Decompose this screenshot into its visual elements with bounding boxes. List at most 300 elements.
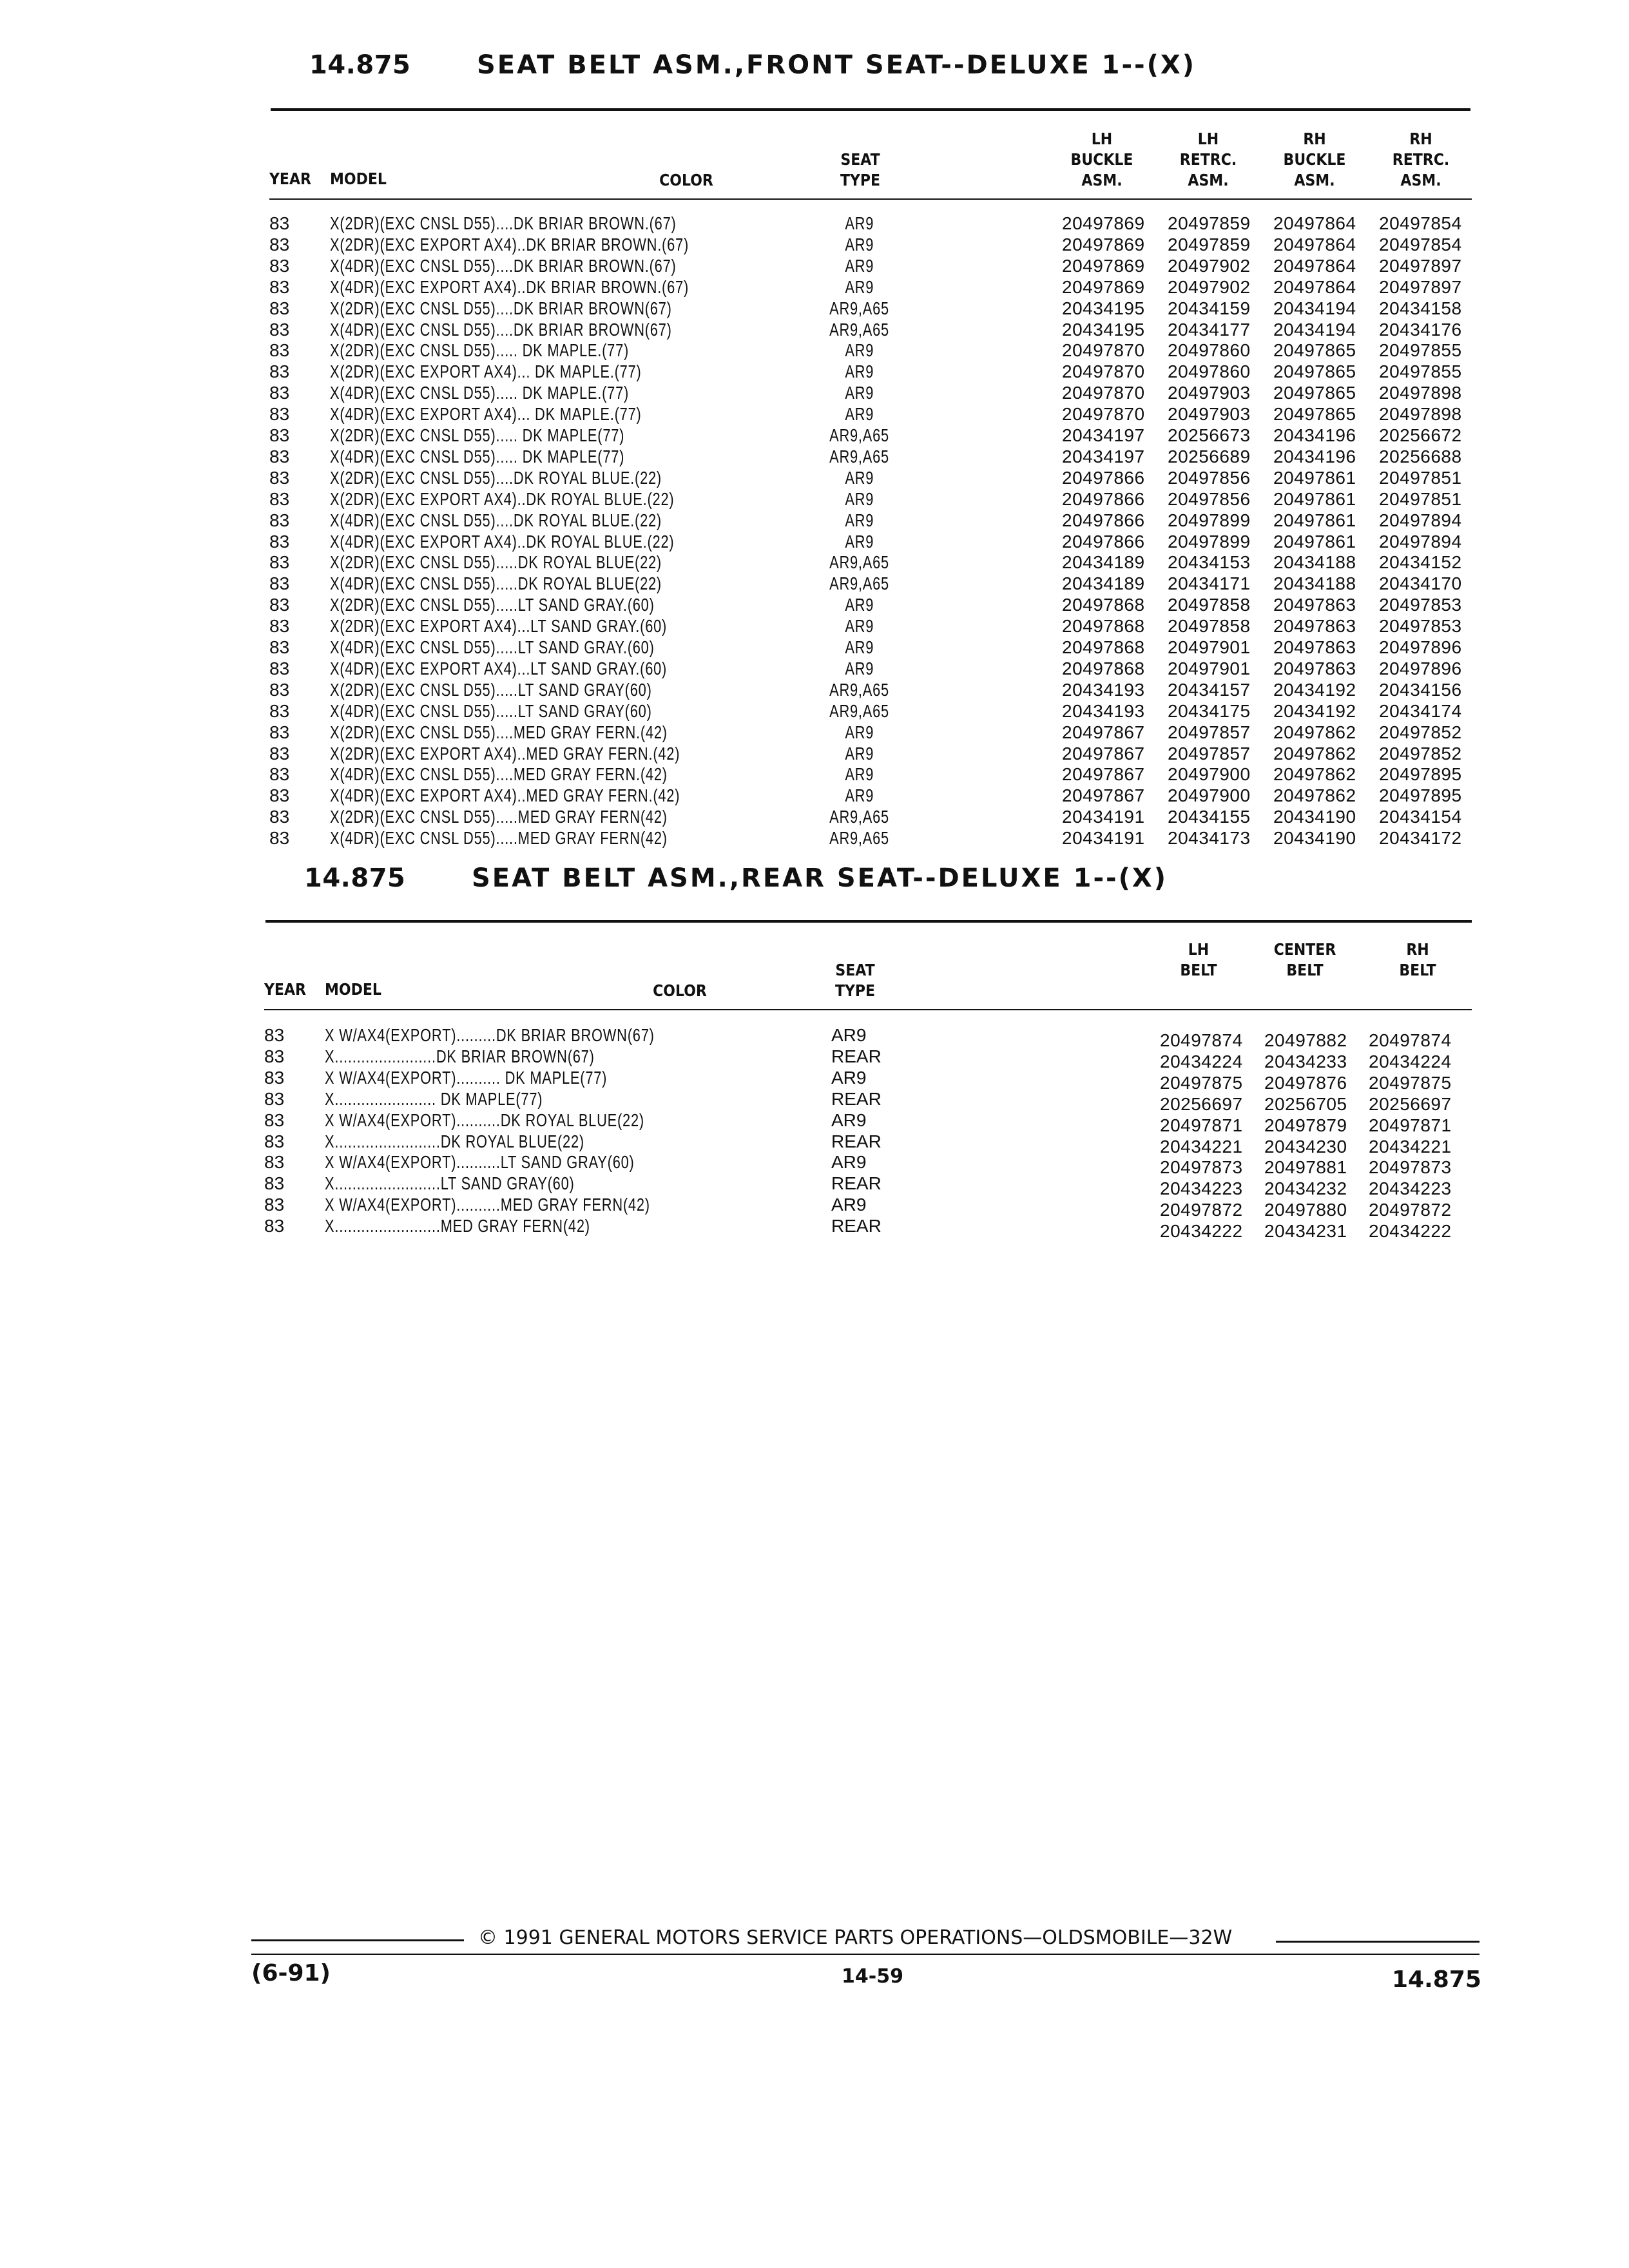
front-header-lh-retrc-3: ASM.: [1188, 171, 1229, 189]
year-cell: 83: [269, 743, 290, 764]
part-number-cell: 20497899: [1168, 531, 1251, 552]
model-color-cell: [330, 403, 729, 425]
model-color-text: X........................LT SAND GRAY(60): [325, 1173, 575, 1194]
part-number-cell: 20497861: [1273, 488, 1356, 509]
seat-type-cell: [821, 319, 898, 340]
front-header-seat-1: SEAT: [840, 150, 880, 169]
part-number-cell: 20434223: [1369, 1178, 1452, 1199]
seat-type-cell: [821, 806, 898, 827]
seat-type-text: AR9: [845, 383, 874, 403]
table-row: [0, 298, 1629, 319]
part-number-cell: 20434222: [1160, 1221, 1243, 1242]
part-number-cell: 20497874: [1369, 1030, 1452, 1050]
part-number-cell: 20434233: [1264, 1051, 1347, 1072]
model-color-text: X(4DR)(EXC CNSL D55).....DK ROYAL BLUE(22): [330, 573, 662, 594]
part-number-cell: 20434152: [1379, 552, 1462, 573]
part-number-cell: 20497867: [1062, 785, 1145, 806]
part-number-cell: 20497858: [1168, 616, 1251, 637]
model-color-cell: [330, 764, 763, 785]
part-number-cell: 20497868: [1062, 637, 1145, 657]
part-number-cell: 20497898: [1379, 404, 1462, 425]
table-row: [0, 679, 1629, 700]
table-row: [0, 446, 1629, 467]
model-color-text: X........................DK ROYAL BLUE(22): [325, 1131, 584, 1151]
table-row: [0, 276, 1629, 298]
front-header-lh-buckle-1: LH: [1091, 130, 1113, 148]
model-color-cell: [330, 382, 713, 403]
part-number-cell: 20497865: [1273, 361, 1356, 382]
model-color-text: X(4DR)(EXC EXPORT AX4)..MED GRAY FERN.(42): [330, 785, 680, 806]
rear-header-rule: [264, 1009, 1472, 1010]
part-number-cell: 20497861: [1273, 510, 1356, 530]
seat-type-text: AR9,A65: [829, 573, 890, 594]
part-number-cell: 20497864: [1273, 234, 1356, 255]
year-cell: 83: [269, 700, 290, 721]
part-number-cell: 20434231: [1264, 1221, 1347, 1242]
year-cell: 83: [269, 807, 290, 827]
part-number-cell: 20434189: [1062, 573, 1145, 594]
part-number-cell: 20497863: [1273, 595, 1356, 615]
part-number-cell: 20497871: [1369, 1115, 1452, 1135]
model-color-cell: [325, 1131, 658, 1152]
rear-header-lh-belt-1: LH: [1188, 940, 1210, 959]
seat-type-cell: [821, 615, 898, 637]
seat-type-cell: [821, 234, 898, 255]
rear-header-seat-1: SEAT: [835, 961, 875, 979]
seat-type-text: AR9,A65: [829, 446, 890, 466]
year-cell: 83: [264, 1152, 285, 1173]
year-cell: 83: [269, 764, 290, 785]
year-cell: 83: [269, 616, 290, 637]
part-number-cell: 20434223: [1160, 1178, 1243, 1199]
seat-type-text: AR9: [845, 340, 874, 361]
table-row: [0, 637, 1629, 658]
seat-type-cell: [821, 531, 898, 552]
model-color-text: X(4DR)(EXC EXPORT AX4)..DK BRIAR BROWN.(67): [330, 276, 689, 297]
part-number-cell: 20256697: [1160, 1093, 1243, 1114]
front-header-rh-retrc-3: ASM.: [1400, 171, 1441, 189]
part-number-cell: 20497868: [1062, 595, 1145, 615]
table-row: [0, 1046, 1629, 1072]
model-color-text: X(2DR)(EXC EXPORT AX4)..DK BRIAR BROWN.(67): [330, 234, 689, 255]
model-color-cell: [330, 743, 779, 764]
year-cell: 83: [269, 340, 290, 361]
model-color-cell: [325, 1194, 742, 1215]
footer-right-rule: [1276, 1941, 1480, 1943]
part-number-cell: 20256673: [1168, 425, 1251, 445]
model-color-text: X(2DR)(EXC CNSL D55)....DK BRIAR BROWN.(67): [330, 213, 677, 233]
part-number-cell: 20497901: [1168, 637, 1251, 657]
table-row: [0, 658, 1629, 679]
year-cell: 83: [269, 234, 290, 255]
part-number-cell: 20497861: [1273, 531, 1356, 552]
part-number-cell: 20497875: [1369, 1072, 1452, 1093]
rear-header-rh-belt-2: BELT: [1399, 961, 1436, 979]
part-number-cell: 20497873: [1369, 1157, 1452, 1178]
part-number-cell: 20497869: [1062, 213, 1145, 233]
seat-type-cell: REAR: [831, 1131, 882, 1151]
table-row: [0, 1067, 1629, 1093]
part-number-cell: 20434170: [1379, 573, 1462, 594]
seat-type-cell: [821, 722, 898, 743]
seat-type-cell: [821, 298, 898, 319]
seat-type-cell: AR9: [831, 1152, 867, 1173]
part-number-cell: 20434191: [1062, 828, 1145, 849]
seat-type-text: AR9: [845, 404, 874, 425]
front-header-year: YEAR: [269, 169, 311, 188]
seat-type-cell: [821, 510, 898, 531]
front-header-color: COLOR: [659, 171, 713, 189]
part-number-cell: 20434190: [1273, 807, 1356, 827]
table-row: [0, 255, 1629, 276]
model-color-text: X(2DR)(EXC CNSL D55).....LT SAND GRAY.(60): [330, 595, 655, 615]
part-number-cell: 20434176: [1379, 319, 1462, 340]
table-row: [0, 743, 1629, 764]
model-color-cell: [330, 594, 746, 615]
part-number-cell: 20497870: [1062, 383, 1145, 403]
model-color-text: X W/AX4(EXPORT)..........LT SAND GRAY(60): [325, 1152, 635, 1173]
year-cell: 83: [264, 1025, 285, 1045]
part-number-cell: 20497879: [1264, 1115, 1347, 1135]
seat-type-text: AR9: [845, 467, 874, 488]
part-number-cell: 20434188: [1273, 573, 1356, 594]
part-number-cell: 20497856: [1168, 488, 1251, 509]
part-number-cell: 20497895: [1379, 764, 1462, 785]
part-number-cell: 20497894: [1379, 531, 1462, 552]
part-number-cell: 20497865: [1273, 404, 1356, 425]
model-color-text: X(2DR)(EXC CNSL D55)..... DK MAPLE(77): [330, 425, 625, 445]
model-color-cell: [330, 637, 746, 658]
part-number-cell: 20497896: [1379, 658, 1462, 678]
rear-section-title: [304, 863, 1168, 893]
year-cell: 83: [269, 658, 290, 678]
seat-type-text: AR9: [845, 722, 874, 742]
seat-type-text: AR9: [845, 276, 874, 297]
year-cell: 83: [269, 298, 290, 318]
seat-type-text: AR9: [845, 764, 874, 785]
table-row: [0, 1151, 1629, 1178]
table-row: [0, 340, 1629, 361]
seat-type-cell: [821, 446, 898, 467]
part-number-cell: 20434153: [1168, 552, 1251, 573]
year-cell: 83: [269, 319, 290, 340]
footer-section-number: 14.875: [1392, 1966, 1481, 1993]
part-number-cell: 20434195: [1062, 298, 1145, 318]
model-color-text: X(2DR)(EXC EXPORT AX4)..MED GRAY FERN.(42): [330, 743, 680, 764]
table-row: [0, 488, 1629, 510]
part-number-cell: 20497863: [1273, 658, 1356, 678]
model-color-text: X(2DR)(EXC CNSL D55).....LT SAND GRAY(60): [330, 679, 652, 700]
part-number-cell: 20497863: [1273, 616, 1356, 637]
part-number-cell: 20256697: [1369, 1093, 1452, 1114]
model-color-cell: [330, 510, 755, 531]
table-row: [0, 1131, 1629, 1157]
part-number-cell: 20497898: [1379, 383, 1462, 403]
part-number-cell: 20497864: [1273, 213, 1356, 233]
table-row: [0, 382, 1629, 403]
seat-type-cell: [821, 382, 898, 403]
model-color-text: X(2DR)(EXC CNSL D55).....DK ROYAL BLUE(22): [330, 552, 662, 573]
part-number-cell: 20497864: [1273, 276, 1356, 297]
model-color-cell: [325, 1024, 747, 1046]
model-color-cell: [330, 531, 771, 552]
part-number-cell: 20256672: [1379, 425, 1462, 445]
part-number-cell: 20497855: [1379, 361, 1462, 382]
table-row: [0, 1173, 1629, 1199]
model-color-cell: [330, 785, 779, 806]
part-number-cell: 20497866: [1062, 488, 1145, 509]
front-header-lh-retrc-1: LH: [1197, 130, 1219, 148]
year-cell: 83: [269, 213, 290, 233]
model-color-text: X(2DR)(EXC CNSL D55).....MED GRAY FERN(42): [330, 807, 668, 827]
seat-type-cell: AR9: [831, 1067, 867, 1088]
front-header-rh-buckle-2: BUCKLE: [1283, 150, 1346, 169]
front-section-title: [309, 50, 1196, 80]
part-number-cell: 20497870: [1062, 404, 1145, 425]
model-color-text: X W/AX4(EXPORT)..........MED GRAY FERN(42): [325, 1195, 650, 1215]
front-header-rh-buckle-3: ASM.: [1294, 171, 1335, 189]
model-color-text: X(2DR)(EXC CNSL D55)....DK ROYAL BLUE.(22): [330, 467, 662, 488]
model-color-text: X(4DR)(EXC EXPORT AX4)... DK MAPLE.(77): [330, 404, 642, 425]
model-color-cell: [330, 827, 763, 849]
table-row: [0, 234, 1629, 255]
seat-type-cell: [821, 573, 898, 594]
table-row: [0, 1110, 1629, 1135]
part-number-cell: 20497854: [1379, 213, 1462, 233]
year-cell: 83: [264, 1173, 285, 1194]
seat-type-cell: [821, 700, 898, 722]
table-row: [0, 467, 1629, 488]
seat-type-text: AR9,A65: [829, 298, 890, 318]
seat-type-text: AR9: [845, 213, 874, 233]
seat-type-cell: [821, 658, 898, 679]
model-color-cell: [330, 552, 755, 573]
table-row: [0, 361, 1629, 382]
part-number-cell: 20497866: [1062, 531, 1145, 552]
rear-header-center-belt-1: CENTER: [1273, 940, 1336, 959]
part-number-cell: 20434193: [1062, 679, 1145, 700]
part-number-cell: 20497895: [1379, 785, 1462, 806]
model-color-cell: [330, 446, 708, 467]
footer-left-rule: [251, 1939, 464, 1941]
part-number-cell: 20497860: [1168, 340, 1251, 361]
table-row: [0, 573, 1629, 594]
model-color-cell: [325, 1067, 687, 1088]
model-color-cell: [330, 234, 790, 255]
part-number-cell: 20434221: [1160, 1136, 1243, 1157]
rear-header-rh-belt-1: RH: [1406, 940, 1429, 959]
part-number-cell: 20434194: [1273, 298, 1356, 318]
year-cell: 83: [264, 1067, 285, 1088]
part-number-cell: 20497859: [1168, 234, 1251, 255]
rear-header-lh-belt-2: BELT: [1180, 961, 1217, 979]
model-color-cell: [325, 1173, 645, 1194]
model-color-text: X(2DR)(EXC CNSL D55)..... DK MAPLE.(77): [330, 340, 630, 361]
seat-type-text: AR9,A65: [829, 679, 890, 700]
model-color-text: X(4DR)(EXC EXPORT AX4)..DK ROYAL BLUE.(22): [330, 531, 675, 552]
year-cell: 83: [269, 595, 290, 615]
part-number-cell: 20497882: [1264, 1030, 1347, 1050]
model-color-cell: [330, 658, 762, 679]
seat-type-cell: AR9: [831, 1110, 867, 1130]
seat-type-text: AR9: [845, 488, 874, 509]
rear-header-model: MODEL: [325, 980, 381, 999]
seat-type-cell: [821, 785, 898, 806]
year-cell: 83: [269, 255, 290, 276]
table-row: [0, 425, 1629, 446]
part-number-cell: 20434224: [1160, 1051, 1243, 1072]
seat-type-cell: [821, 827, 898, 849]
seat-type-cell: REAR: [831, 1088, 882, 1109]
table-row: [0, 1194, 1629, 1220]
model-color-text: X(4DR)(EXC CNSL D55).....LT SAND GRAY.(60): [330, 637, 655, 657]
model-color-cell: [325, 1215, 665, 1236]
seat-type-text: AR9: [845, 616, 874, 637]
seat-type-cell: [821, 743, 898, 764]
part-number-cell: 20497894: [1379, 510, 1462, 530]
table-row: [0, 700, 1629, 722]
front-header-model: MODEL: [330, 169, 387, 188]
part-number-cell: 20434173: [1168, 828, 1251, 849]
table-row: [0, 764, 1629, 785]
part-number-cell: 20497871: [1160, 1115, 1243, 1135]
part-number-cell: 20497863: [1273, 637, 1356, 657]
part-number-cell: 20497870: [1062, 361, 1145, 382]
model-color-cell: [330, 255, 774, 276]
rear-header-seat-2: TYPE: [834, 981, 876, 1000]
part-number-cell: 20497852: [1379, 743, 1462, 764]
model-color-cell: [330, 615, 762, 637]
year-cell: 83: [269, 552, 290, 573]
part-number-cell: 20434171: [1168, 573, 1251, 594]
year-cell: 83: [264, 1046, 285, 1066]
front-header-seat-2: TYPE: [840, 171, 881, 189]
model-color-cell: [330, 679, 743, 700]
part-number-cell: 20434192: [1273, 700, 1356, 721]
part-number-cell: 20434197: [1062, 446, 1145, 466]
part-number-cell: 20497872: [1160, 1200, 1243, 1220]
year-cell: 83: [269, 404, 290, 425]
model-color-cell: [325, 1046, 671, 1067]
part-number-cell: 20434196: [1273, 446, 1356, 466]
model-color-text: X(2DR)(EXC EXPORT AX4)...LT SAND GRAY.(60): [330, 616, 668, 637]
part-number-cell: 20497869: [1062, 234, 1145, 255]
seat-type-cell: [821, 488, 898, 510]
front-top-rule: [271, 108, 1470, 111]
seat-type-cell: [821, 679, 898, 700]
part-number-cell: 20497876: [1264, 1072, 1347, 1093]
model-color-text: X(2DR)(EXC CNSL D55)....MED GRAY FERN.(42): [330, 722, 668, 742]
part-number-cell: 20434154: [1379, 807, 1462, 827]
seat-type-cell: [821, 255, 898, 276]
seat-type-cell: [821, 594, 898, 615]
seat-type-cell: AR9: [831, 1195, 867, 1215]
year-cell: 83: [264, 1110, 285, 1130]
year-cell: 83: [269, 679, 290, 700]
part-number-cell: 20434177: [1168, 319, 1251, 340]
seat-type-text: AR9,A65: [829, 828, 890, 849]
model-color-cell: [325, 1110, 735, 1131]
part-number-cell: 20497865: [1273, 340, 1356, 361]
seat-type-cell: [821, 340, 898, 361]
part-number-cell: 20497851: [1379, 488, 1462, 509]
part-number-cell: 20434221: [1369, 1136, 1452, 1157]
part-number-cell: 20434222: [1369, 1221, 1452, 1242]
part-number-cell: 20434191: [1062, 807, 1145, 827]
part-number-cell: 20497902: [1168, 255, 1251, 276]
year-cell: 83: [269, 425, 290, 445]
part-number-cell: 20434174: [1379, 700, 1462, 721]
part-number-cell: 20497903: [1168, 383, 1251, 403]
model-color-cell: [330, 700, 743, 722]
seat-type-cell: REAR: [831, 1046, 882, 1066]
front-header-lh-retrc-2: RETRC.: [1179, 150, 1237, 169]
part-number-cell: 20497869: [1062, 276, 1145, 297]
part-number-cell: 20497853: [1379, 595, 1462, 615]
part-number-cell: 20434155: [1168, 807, 1251, 827]
part-number-cell: 20434232: [1264, 1178, 1347, 1199]
part-number-cell: 20256689: [1168, 446, 1251, 466]
seat-type-cell: [821, 361, 898, 382]
seat-type-text: AR9,A65: [829, 425, 890, 445]
model-color-cell: [330, 573, 755, 594]
table-row: [0, 1088, 1629, 1114]
part-number-cell: 20497851: [1379, 467, 1462, 488]
rear-section-code: 14.875: [304, 863, 406, 893]
model-color-text: X........................MED GRAY FERN(42): [325, 1216, 590, 1236]
model-color-text: X(4DR)(EXC CNSL D55)....DK ROYAL BLUE.(22): [330, 510, 662, 530]
model-color-cell: [330, 213, 774, 234]
front-header-rule: [269, 198, 1472, 200]
part-number-cell: 20434159: [1168, 298, 1251, 318]
model-color-cell: [330, 806, 763, 827]
part-number-cell: 20434190: [1273, 828, 1356, 849]
year-cell: 83: [269, 828, 290, 849]
year-cell: 83: [264, 1131, 285, 1151]
seat-type-text: AR9: [845, 361, 874, 382]
model-color-text: X(4DR)(EXC CNSL D55)....DK BRIAR BROWN.(67): [330, 255, 677, 276]
seat-type-text: AR9: [845, 234, 874, 255]
year-cell: 83: [269, 488, 290, 509]
seat-type-text: AR9: [845, 531, 874, 552]
part-number-cell: 20497860: [1168, 361, 1251, 382]
part-number-cell: 20497870: [1062, 340, 1145, 361]
seat-type-text: AR9,A65: [829, 552, 890, 573]
table-row: [0, 722, 1629, 743]
part-number-cell: 20497867: [1062, 722, 1145, 742]
year-cell: 83: [269, 361, 290, 382]
part-number-cell: 20434195: [1062, 319, 1145, 340]
part-number-cell: 20497868: [1062, 658, 1145, 678]
table-row: [0, 552, 1629, 573]
part-number-cell: 20497869: [1062, 255, 1145, 276]
year-cell: 83: [269, 383, 290, 403]
seat-type-cell: [821, 276, 898, 298]
part-number-cell: 20497858: [1168, 595, 1251, 615]
rear-section-heading: SEAT BELT ASM.,REAR SEAT--DELUXE 1--(X): [472, 863, 1168, 893]
year-cell: 83: [269, 785, 290, 806]
seat-type-cell: [821, 403, 898, 425]
part-number-cell: 20256688: [1379, 446, 1462, 466]
part-number-cell: 20434224: [1369, 1051, 1452, 1072]
model-color-text: X.......................DK BRIAR BROWN(67): [325, 1046, 595, 1066]
year-cell: 83: [264, 1216, 285, 1236]
front-header-lh-buckle-2: BUCKLE: [1070, 150, 1133, 169]
model-color-text: X(4DR)(EXC CNSL D55)....DK BRIAR BROWN(67): [330, 319, 672, 340]
part-number-cell: 20434230: [1264, 1136, 1347, 1157]
part-number-cell: 20497852: [1379, 722, 1462, 742]
table-row: [0, 319, 1629, 340]
